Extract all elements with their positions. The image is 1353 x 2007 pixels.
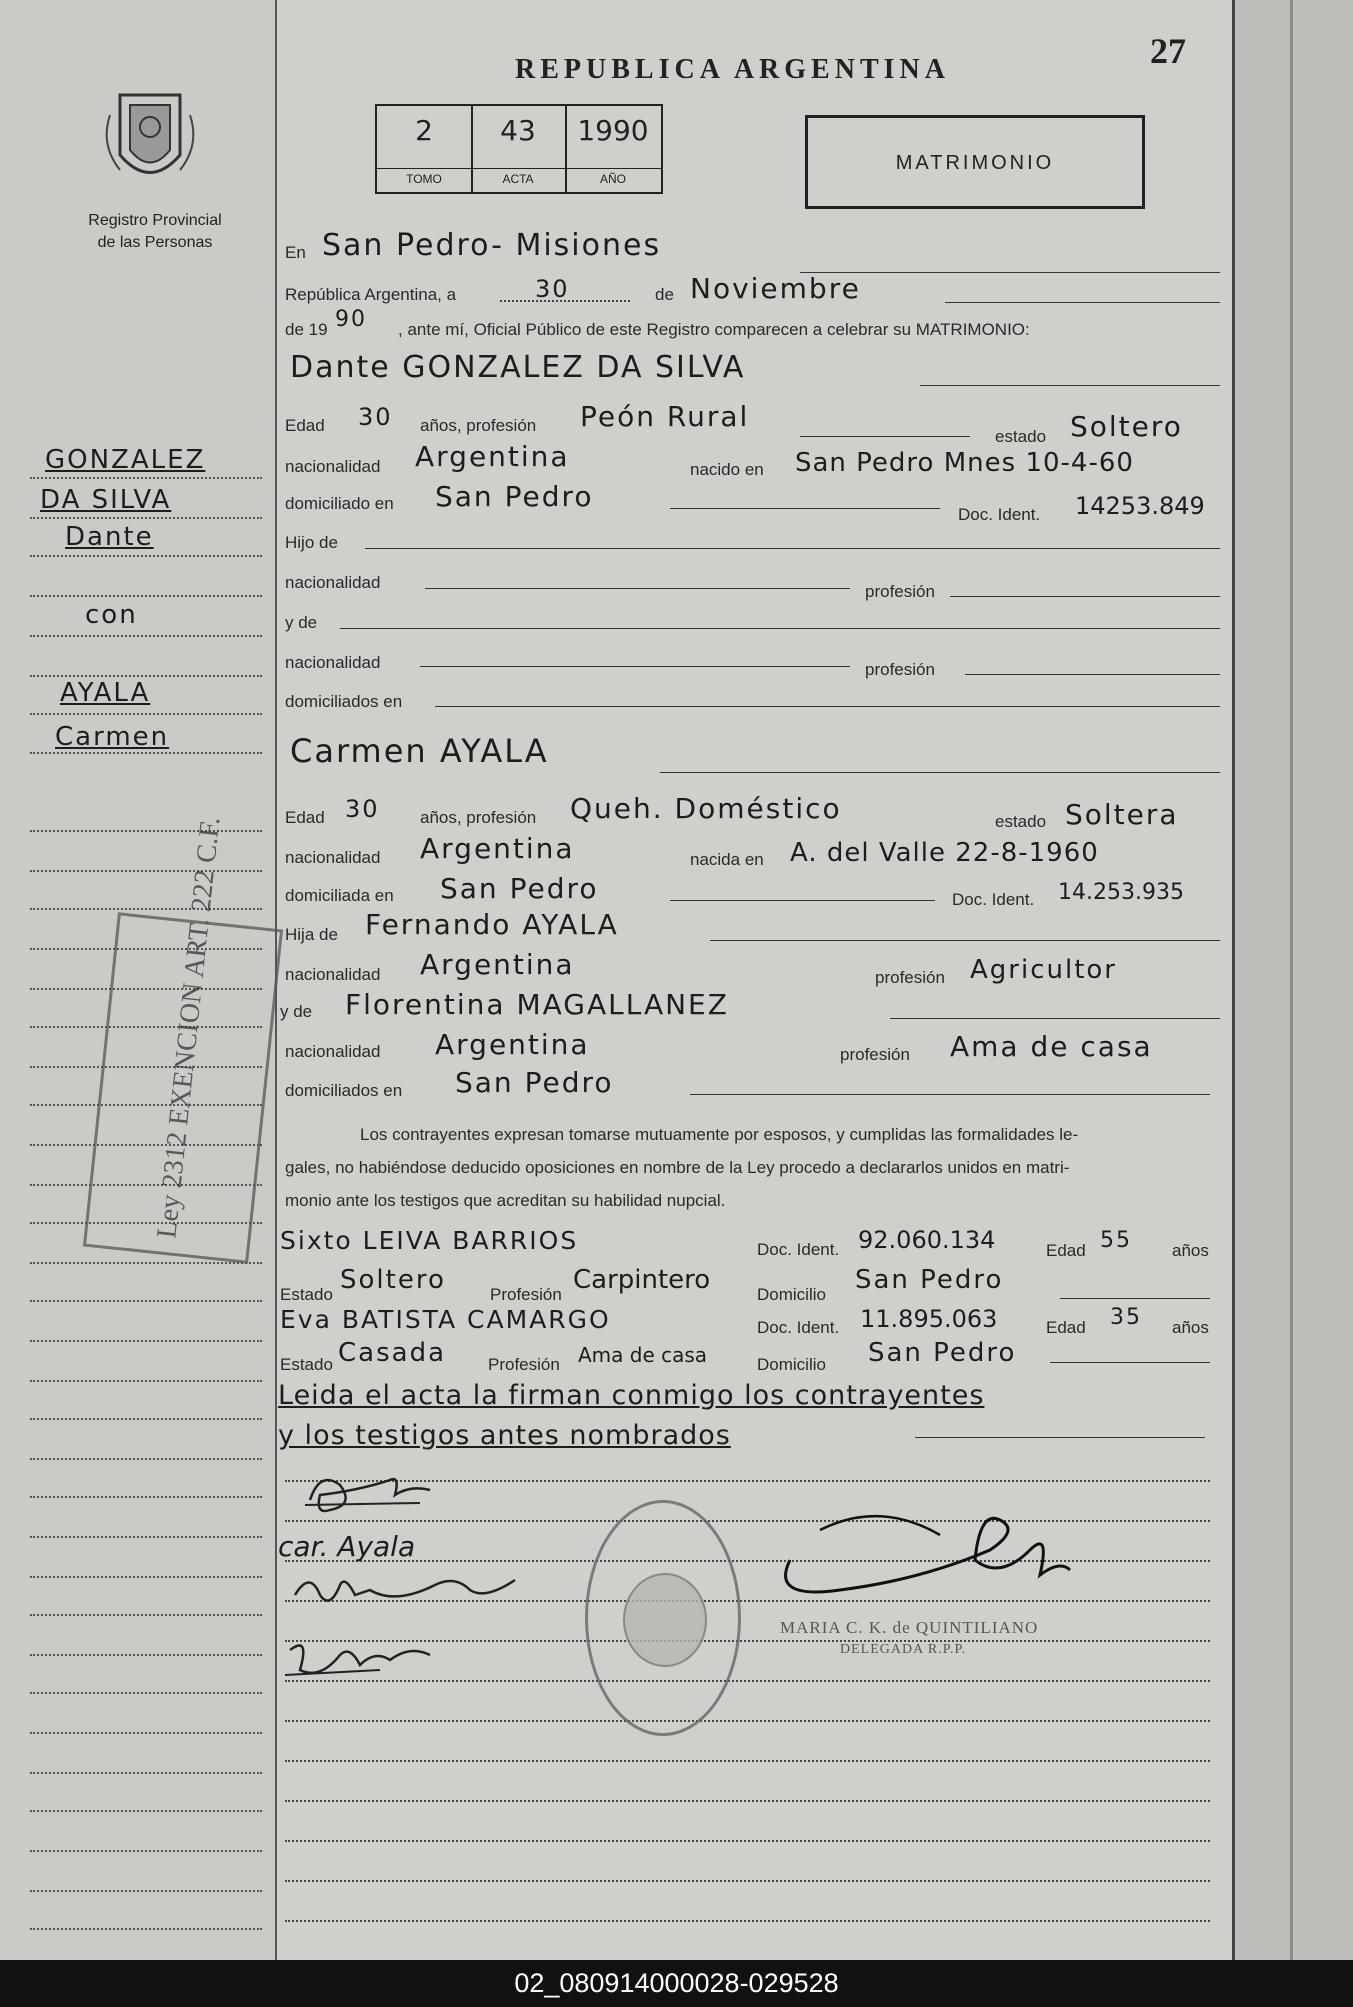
bride-edad: 30	[345, 795, 380, 823]
right-strip-edge	[1290, 0, 1293, 1960]
ano-cell	[565, 106, 661, 192]
month: Noviembre	[690, 272, 861, 305]
groom-yde-label: y de	[285, 613, 318, 632]
margin-note-line2: DA SILVA	[40, 485, 172, 515]
place: San Pedro- Misiones	[322, 228, 662, 263]
header-title: REPUBLICA ARGENTINA	[515, 54, 950, 85]
witness1-profesion: Carpintero	[573, 1265, 711, 1295]
acta-value: 43	[500, 114, 536, 147]
doc-type-label: MATRIMONIO	[895, 152, 1055, 174]
doc-type-box	[805, 115, 1145, 209]
bride-father: Fernando AYALA	[365, 908, 619, 941]
ley-stamp-text: Ley 2312 EXENCION ART. 222 C.F.	[151, 815, 227, 1240]
bride-mother-prof: Ama de casa	[950, 1030, 1153, 1063]
groom-edad-label: Edad	[285, 416, 325, 435]
republica-label: República Argentina, a	[285, 285, 457, 304]
year-prefix: de 19	[285, 320, 328, 339]
acta-label: ACTA	[471, 168, 565, 186]
declaration-line1: Los contrayentes expresan tomarse mutuamente por esposos, y cumplidas las formalidades le-	[360, 1125, 1079, 1144]
bride-father-prof: Agricultor	[970, 955, 1117, 985]
bride-nacida: A. del Valle 22-8-1960	[790, 838, 1099, 868]
margin-note-line3: Dante	[65, 522, 154, 552]
groom-edad: 30	[358, 403, 393, 431]
groom-parent-nac-label: nacionalidad	[285, 573, 381, 592]
signature-witness1	[285, 1565, 545, 1615]
bride-mother: Florentina MAGALLANEZ	[345, 988, 729, 1021]
groom-anos-label: años, profesión	[420, 416, 537, 435]
groom-domicilio: San Pedro	[435, 480, 594, 513]
witness1-estado-label: Estado	[280, 1285, 333, 1304]
groom-doc: 14253.849	[1075, 492, 1205, 520]
witness2-domicilio: San Pedro	[868, 1338, 1017, 1368]
registry-name-line1: Registro Provincial	[88, 212, 222, 229]
declaration-line3: monio ante los testigos que acreditan su habilidad nupcial.	[285, 1191, 726, 1210]
witness2-prof-label: Profesión	[488, 1355, 560, 1374]
groom-name: Dante GONZALEZ DA SILVA	[290, 350, 746, 385]
bride-yde-label: y de	[280, 1002, 313, 1021]
closing-line2: y los testigos antes nombrados	[278, 1420, 731, 1451]
groom-domiciliados-label: domiciliados en	[285, 692, 403, 711]
official-name: MARIA C. K. de QUINTILIANO	[780, 1618, 1039, 1637]
groom-estado: Soltero	[1070, 410, 1183, 443]
right-strip	[1235, 0, 1353, 1960]
bride-mother-nac-label: nacionalidad	[285, 1042, 381, 1061]
signature-groom	[300, 1465, 440, 1525]
signature-bride: car. Ayala	[278, 1530, 416, 1563]
bride-father-prof-label: profesión	[875, 968, 945, 987]
witness2-dom-label: Domicilio	[757, 1355, 826, 1374]
day: 30	[535, 275, 570, 303]
bride-anos-label: años, profesión	[420, 808, 537, 827]
ley-stamp	[83, 815, 283, 1264]
groom-profesion: Peón Rural	[580, 400, 750, 433]
witness2-anos-label: años	[1172, 1318, 1209, 1337]
groom-estado-label: estado	[995, 427, 1047, 446]
bride-edad-label: Edad	[285, 808, 325, 827]
witness2-profesion: Ama de casa	[578, 1343, 708, 1367]
witness1-prof-label: Profesión	[490, 1285, 562, 1304]
witness1-name: Sixto LEIVA BARRIOS	[280, 1226, 579, 1255]
witness1-doc: 92.060.134	[858, 1226, 996, 1254]
bride-nacionalidad: Argentina	[420, 832, 575, 865]
acta-cell	[471, 106, 567, 192]
groom-parent2-nac-label: nacionalidad	[285, 653, 381, 672]
footer-bar	[0, 1960, 1353, 2007]
en-label: En	[285, 243, 306, 262]
bride-nacionalidad-label: nacionalidad	[285, 848, 381, 867]
margin-note-line1: GONZALEZ	[45, 445, 206, 475]
groom-doc-label: Doc. Ident.	[958, 505, 1041, 524]
registry-name-line2: de las Personas	[97, 234, 213, 251]
groom-nacionalidad: Argentina	[415, 440, 570, 473]
bride-domiciliados: San Pedro	[455, 1066, 614, 1099]
bride-profesion: Queh. Doméstico	[570, 792, 842, 825]
tomo-label: TOMO	[377, 168, 471, 186]
page-number: 27	[1150, 31, 1186, 71]
groom-parent-prof-label: profesión	[865, 582, 935, 601]
ano-value: 1990	[577, 114, 649, 147]
witness2-doc-label: Doc. Ident.	[757, 1318, 840, 1337]
groom-hijo-label: Hijo de	[285, 533, 338, 552]
margin-note-line4: con	[85, 600, 138, 630]
groom-nacionalidad-label: nacionalidad	[285, 457, 381, 476]
de-label: de	[655, 285, 674, 304]
bride-mother-nac: Argentina	[435, 1028, 590, 1061]
witness1-estado: Soltero	[340, 1265, 446, 1295]
bride-estado: Soltera	[1065, 798, 1179, 831]
witness2-name: Eva BATISTA CAMARGO	[280, 1305, 611, 1334]
bride-nacida-label: nacida en	[690, 850, 764, 869]
seal-emblem	[623, 1573, 707, 1667]
ano-label: AÑO	[565, 168, 661, 186]
witness2-estado: Casada	[338, 1338, 447, 1368]
groom-nacido-label: nacido en	[690, 460, 764, 479]
year-suffix: 90	[335, 307, 367, 332]
witness1-doc-label: Doc. Ident.	[757, 1240, 840, 1259]
bride-estado-label: estado	[995, 812, 1047, 831]
witness2-edad-label: Edad	[1046, 1318, 1086, 1337]
official-round-seal	[585, 1500, 741, 1736]
bride-domiciliados-label: domiciliados en	[285, 1081, 403, 1100]
bride-father-nac: Argentina	[420, 948, 575, 981]
groom-domicilio-label: domiciliado en	[285, 494, 394, 513]
groom-parent2-prof-label: profesión	[865, 660, 935, 679]
registry-name	[55, 210, 255, 254]
closing-line1: Leida el acta la firman conmigo los contrayentes	[278, 1380, 985, 1411]
witness1-anos-label: años	[1172, 1241, 1209, 1260]
bride-domicilio: San Pedro	[440, 872, 599, 905]
official-title: DELEGADA R.P.P.	[840, 1642, 967, 1657]
witness2-estado-label: Estado	[280, 1355, 333, 1374]
declaration-line2: gales, no habiéndose deducido oposiciones en nombre de la Ley procedo a declararlos unidos en matri-	[285, 1158, 1070, 1177]
registry-logo	[100, 85, 200, 195]
compare-text: , ante mí, Oficial Público de este Registro comparecen a celebrar su MATRIMONIO:	[398, 320, 1030, 339]
witness2-doc: 11.895.063	[860, 1305, 998, 1333]
signature-witness2	[280, 1630, 450, 1690]
reference-box	[375, 104, 663, 194]
margin-note-line6: Carmen	[55, 722, 170, 752]
bride-domicilio-label: domiciliada en	[285, 886, 394, 905]
tomo-cell	[377, 106, 473, 192]
witness1-dom-label: Domicilio	[757, 1285, 826, 1304]
official-signature	[760, 1490, 1080, 1630]
bride-doc: 14.253.935	[1058, 880, 1184, 905]
bride-hija-label: Hija de	[285, 925, 338, 944]
margin-note-line5: AYALA	[60, 678, 151, 708]
bride-mother-prof-label: profesión	[840, 1045, 910, 1064]
tomo-value: 2	[415, 114, 433, 147]
file-id: 02_080914000028-029528	[514, 1968, 839, 1998]
witness1-edad: 55	[1100, 1228, 1132, 1253]
witness1-edad-label: Edad	[1046, 1241, 1086, 1260]
bride-father-nac-label: nacionalidad	[285, 965, 381, 984]
groom-nacido: San Pedro Mnes 10-4-60	[795, 448, 1134, 478]
bride-doc-label: Doc. Ident.	[952, 890, 1035, 909]
bride-name: Carmen AYALA	[290, 732, 549, 770]
witness2-edad: 35	[1110, 1305, 1142, 1330]
witness1-domicilio: San Pedro	[855, 1265, 1004, 1295]
